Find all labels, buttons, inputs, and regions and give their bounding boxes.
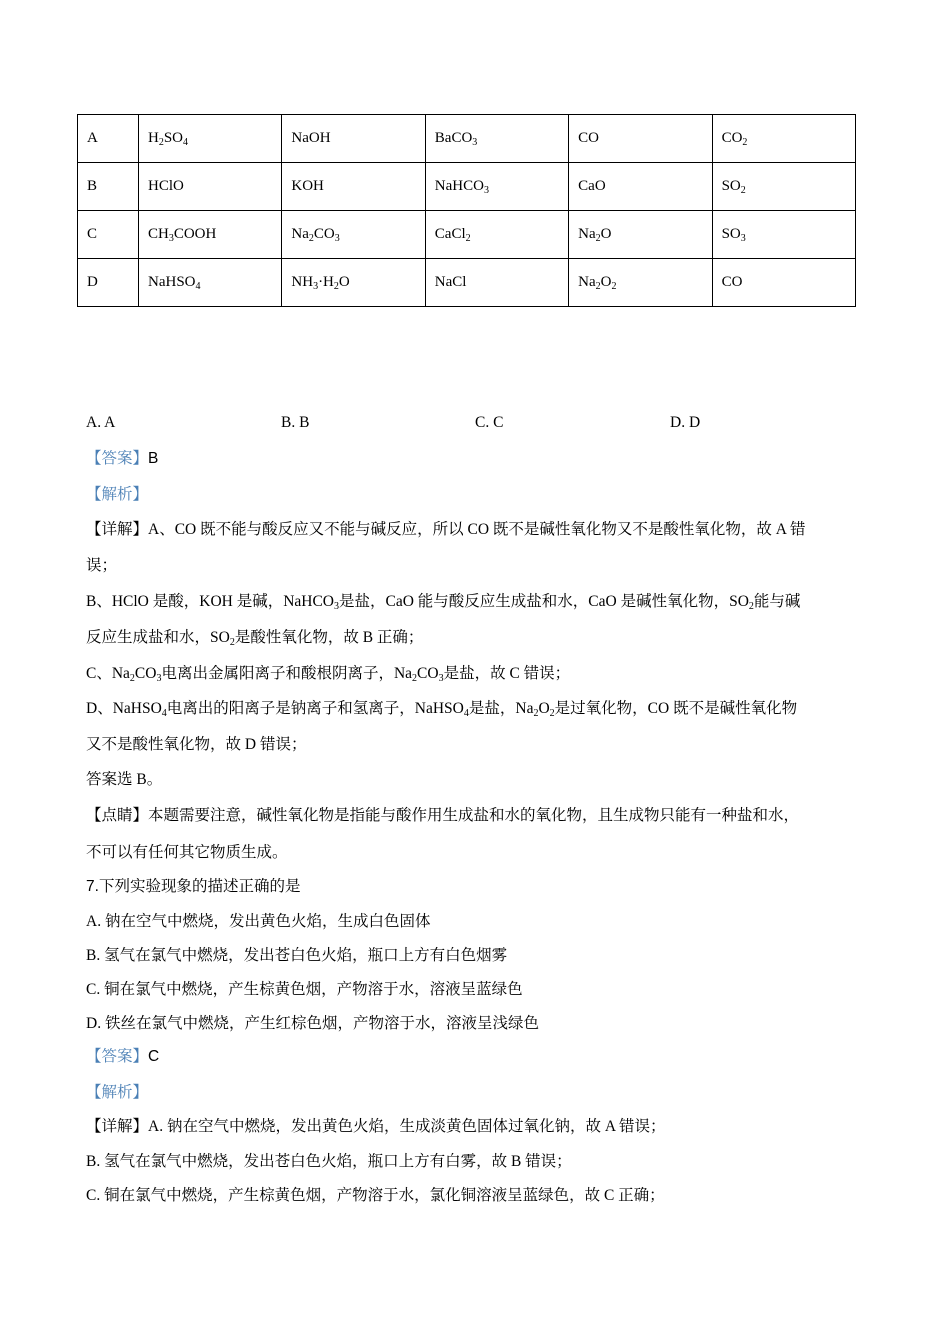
q6-detail-d-line1: D、NaHSO$_4$电离出的阳离子是钠离子和氢离子，NaHSO$_4$是盐，$Na_2O_2$是过氧化物，CO 既不是碱性氧化物 [86,700,798,719]
compound-classification-table [77,114,856,307]
compound-cell: $CO_2$ [712,115,855,163]
compound-cell: NaOH [282,115,425,163]
q6-option-c: C. C [475,414,504,431]
compound-cell: $CH_3COOH$ [139,211,282,259]
q6-detail-b-line1: B、HClO 是酸，KOH 是碱，NaHCO$_3$是盐，CaO 能与酸反应生成盐和水，CaO 是碱性氧化物，$SO_2$能与碱 [86,593,801,612]
option-label-cell: D [78,259,139,307]
q7-option-a: A. 钠在空气中燃烧，发出黄色火焰，生成白色固体 [86,913,431,930]
option-label-cell: C [78,211,139,259]
compound-cell: NaHCO$_3$ [425,163,568,211]
q7-option-b: B. 氢气在氯气中燃烧，发出苍白色火焰，瓶口上方有白色烟雾 [86,947,508,964]
compound-cell: BaCO$_3$ [425,115,568,163]
table-row [78,163,856,211]
q7-option-d: D. 铁丝在氯气中燃烧，产生红棕色烟，产物溶于水，溶液呈浅绿色 [86,1015,539,1032]
compound-cell: NaCl [425,259,568,307]
q6-option-d: D. D [670,414,701,431]
option-label-cell: B [78,163,139,211]
q7-analysis-tag: 【解析】 [86,1084,149,1101]
q6-detail-b-line2: 反应生成盐和水，$SO_2$是酸性氧化物，故 B 正确； [86,629,424,648]
table-row [78,211,856,259]
q7-detail-b: B. 氢气在氯气中燃烧，发出苍白色火焰，瓶口上方有白雾，故 B 错误； [86,1153,572,1170]
q6-note-line2: 不可以有任何其它物质生成。 [86,844,288,861]
compound-cell: HClO [139,163,282,211]
q7-stem: 7.下列实验现象的描述正确的是 [86,878,301,895]
compound-cell: $Na_2O_2$ [569,259,712,307]
q6-option-b: B. B [281,414,310,431]
q6-detail-a-line1: 【详解】A、CO 既不能与酸反应又不能与碱反应，所以 CO 既不是碱性氧化物又不是酸性氧化物，故 A 错 [86,521,806,538]
compound-cell: CO [712,259,855,307]
compound-cell: $SO_3$ [712,211,855,259]
compound-cell: $NH_3\cdot H_2O$ [282,259,425,307]
compound-cell: $Na_2O$ [569,211,712,259]
compound-cell: CaO [569,163,712,211]
table-row [78,115,856,163]
q6-detail-c: C、$Na_2CO_3$电离出金属阳离子和酸根阴离子，$Na_2CO_3$是盐，故 C 错误； [86,665,571,684]
compound-cell: CaCl$_2$ [425,211,568,259]
compound-cell: $H_2SO_4$ [139,115,282,163]
compound-cell: CO [569,115,712,163]
q6-detail-d-line2: 又不是酸性氧化物，故 D 错误； [86,736,307,753]
q6-answer: 【答案】B [86,450,159,467]
q6-detail-a-line2: 误； [86,557,118,574]
compound-cell: NaHSO$_4$ [139,259,282,307]
option-label-cell: A [78,115,139,163]
q7-option-c: C. 铜在氯气中燃烧，产生棕黄色烟，产物溶于水，溶液呈蓝绿色 [86,981,523,998]
compound-cell: KOH [282,163,425,211]
q7-detail-c: C. 铜在氯气中燃烧，产生棕黄色烟，产物溶于水，氯化铜溶液呈蓝绿色，故 C 正确； [86,1187,665,1204]
q7-detail-a: 【详解】A. 钠在空气中燃烧，发出黄色火焰，生成淡黄色固体过氧化钠，故 A 错误； [86,1118,666,1135]
compound-cell: $Na_2CO_3$ [282,211,425,259]
q6-option-a: A. A [86,414,116,431]
q7-answer: 【答案】C [86,1048,160,1065]
q6-analysis-tag: 【解析】 [86,486,149,503]
compound-cell: $SO_2$ [712,163,855,211]
q6-conclusion: 答案选 B。 [86,771,163,788]
table-row [78,259,856,307]
q6-note-line1: 【点睛】本题需要注意，碱性氧化物是指能与酸作用生成盐和水的氧化物，且生成物只能有一种盐和水， [86,807,800,824]
